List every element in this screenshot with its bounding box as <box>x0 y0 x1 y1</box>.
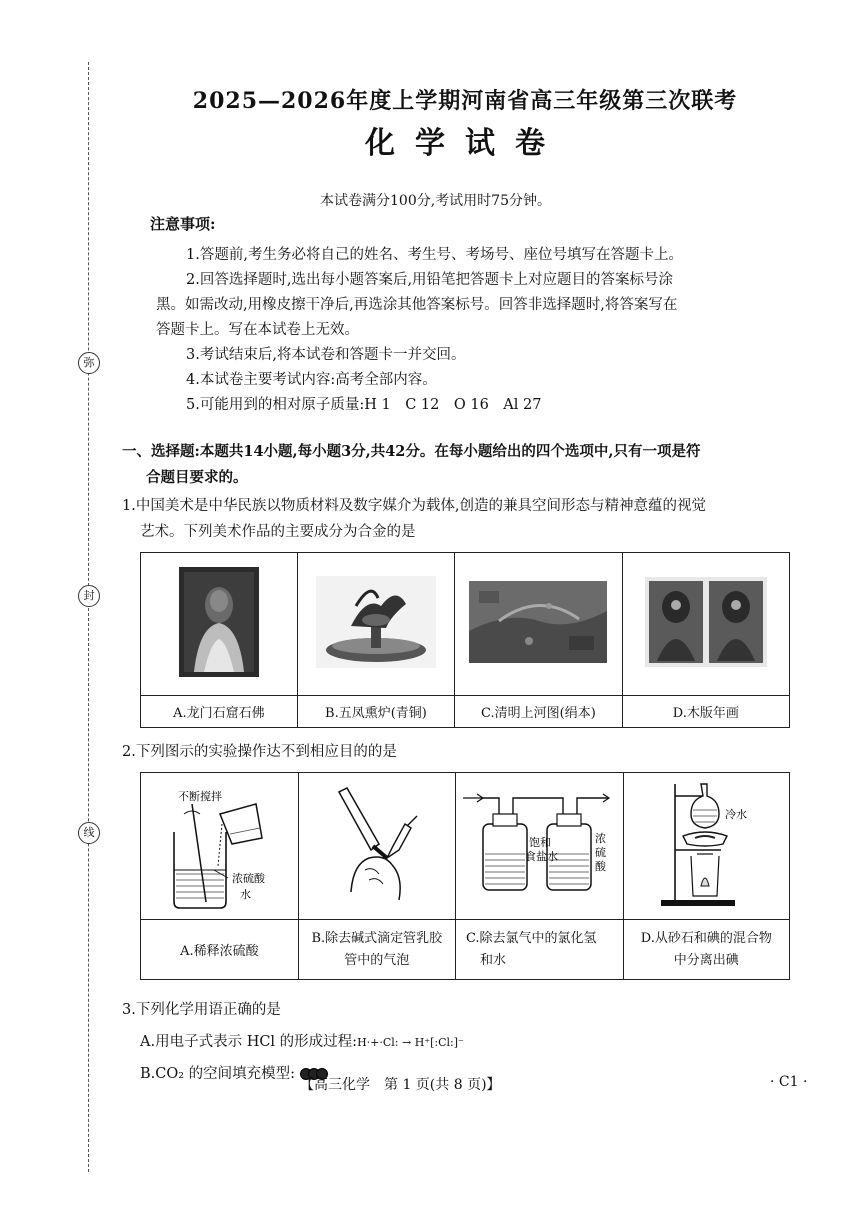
q3-option-a <box>140 1030 464 1051</box>
label-cold-water: 冷水 <box>725 808 748 821</box>
q1-image-c <box>455 553 623 696</box>
q2-option-a <box>141 920 299 980</box>
note-item-4: 4.本试卷主要考试内容:高考全部内容。 <box>186 372 437 388</box>
q1-stem: 1.中国美术是中华民族以物质材料及数字媒介为载体,创造的兼具空间形态与精神意蕴的视觉 <box>122 498 706 514</box>
note-item-1: 1.答题前,考生务必将自己的姓名、考生号、考场号、座位号填写在答题卡上。 <box>186 247 683 263</box>
binding-mark-xian: 线 <box>78 822 100 844</box>
q2-figure-d <box>623 773 789 920</box>
q2-option-b <box>298 920 455 980</box>
q3-stem: 3.下列化学用语正确的是 <box>122 1002 281 1018</box>
q2-option-c-line2: 和水 <box>479 952 506 968</box>
q2-figure-a <box>141 773 299 920</box>
note-item-2-cont: 黑。如需改动,用橡皮擦干净后,再选涂其他答案标号。回答非选择题时,将答案写在 <box>156 297 678 313</box>
gas-washing-figure <box>459 784 619 904</box>
label-brine-1: 饱和 <box>529 836 552 849</box>
bronze-censer-image <box>316 576 436 668</box>
subject-title: 化学试卷 <box>365 126 565 161</box>
q2-figure-b <box>298 773 455 920</box>
q2-option-b-line2: 管中的气泡 <box>344 952 410 968</box>
note-item-5: 5.可能用到的相对原子质量:H 1 C 12 O 16 Al 27 <box>186 397 542 413</box>
q2-option-c <box>455 920 623 980</box>
section1-heading-cont: 合题目要求的。 <box>146 469 248 486</box>
label-conc-acid: 浓硫酸 <box>232 872 266 885</box>
note-item-3: 3.考试结束后,将本试卷和答题卡一并交回。 <box>186 347 466 363</box>
q2-options-table <box>140 772 790 980</box>
exam-title: 2025—2026年度上学期河南省高三年级第三次联考 <box>192 88 738 114</box>
paper-code: · C1 · <box>770 1074 808 1090</box>
q3-option-b-text: B.CO₂ 的空间填充模型: <box>140 1066 296 1082</box>
q1-image-b <box>297 553 454 696</box>
binding-dashed-line <box>88 62 89 1172</box>
hcl-electron-formula: H·+·Cl: → H⁺[:Cl:]⁻ <box>357 1036 464 1049</box>
q2-figure-c <box>455 773 623 920</box>
q2-option-d <box>623 920 789 980</box>
q1-option-c: C.清明上河图(绢本) <box>455 696 623 728</box>
label-water: 水 <box>240 888 252 901</box>
binding-mark-feng: 封 <box>78 585 100 607</box>
sublimation-figure <box>641 774 771 914</box>
label-conc-1: 浓 <box>595 832 607 845</box>
note-item-2-end: 答题卡上。写在本试卷上无效。 <box>156 322 359 338</box>
q1-option-a: A.龙门石窟石佛 <box>141 696 298 728</box>
q3-option-a-text: A.用电子式表示 HCl 的形成过程: <box>140 1034 358 1050</box>
q1-options-table <box>140 552 790 728</box>
q2-option-d-line2: 中分离出碘 <box>673 952 739 968</box>
note-item-2: 2.回答选择题时,选出每小题答案后,用铅笔把答题卡上对应题目的答案标号涂 <box>186 272 674 288</box>
q2-option-b-line1: B.除去碱式滴定管乳胶 <box>311 930 443 946</box>
q1-option-b: B.五凤熏炉(青铜) <box>297 696 454 728</box>
page-footer: 【高三化学 第 1 页(共 8 页)】 <box>300 1077 501 1093</box>
qingming-painting-image <box>469 581 607 663</box>
notes-heading: 注意事项: <box>150 215 216 233</box>
section1-heading: 一、选择题:本题共14小题,每小题3分,共42分。在每小题给出的四个选项中,只有一项是符 <box>122 443 701 460</box>
q2-option-a-line1: A.稀释浓硫酸 <box>180 944 259 959</box>
burette-bubble-figure <box>307 774 447 914</box>
exam-info: 本试卷满分100分,考试用时75分钟。 <box>320 193 551 209</box>
label-stir: 不断搅拌 <box>178 790 223 803</box>
buddha-statue-image <box>179 567 259 677</box>
label-conc-3: 酸 <box>595 860 607 873</box>
q1-image-d <box>622 553 789 696</box>
dilute-acid-figure <box>144 774 294 914</box>
label-brine-2: 食盐水 <box>525 850 559 863</box>
q2-option-c-line1: C.除去氯气中的氯化氢 <box>465 930 597 946</box>
q1-stem-cont: 艺术。下列美术作品的主要成分为合金的是 <box>140 524 416 540</box>
binding-mark-mi: 弥 <box>78 352 100 374</box>
label-conc-2: 硫 <box>595 846 607 859</box>
q1-image-a <box>141 553 298 696</box>
q2-stem: 2.下列图示的实验操作达不到相应目的的是 <box>122 744 397 760</box>
q1-option-d: D.木版年画 <box>622 696 789 728</box>
q2-option-d-line1: D.从砂石和碘的混合物 <box>640 930 772 946</box>
woodblock-print-image <box>645 577 767 667</box>
